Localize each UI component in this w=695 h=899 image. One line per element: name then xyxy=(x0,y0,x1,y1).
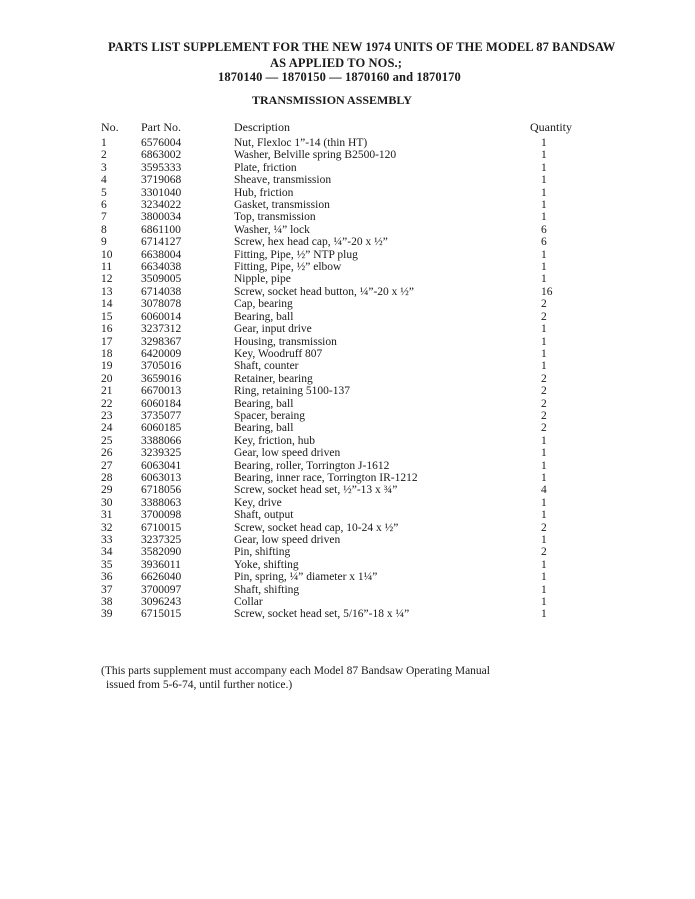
table-row xyxy=(0,249,695,261)
part-quantity: 2 xyxy=(541,310,547,323)
footer-note-line: issued from 5-6-74, until further notice.) xyxy=(106,678,293,691)
part-quantity: 2 xyxy=(541,521,547,534)
part-number: 3595333 xyxy=(141,161,182,174)
row-number: 13 xyxy=(101,285,113,298)
part-description: Fitting, Pipe, ½” NTP plug xyxy=(234,248,358,261)
part-description: Key, drive xyxy=(234,496,282,509)
row-number: 11 xyxy=(101,261,113,274)
part-description: Screw, hex head cap, ¼”-20 x ½” xyxy=(234,236,388,249)
part-description: Key, friction, hub xyxy=(234,434,316,447)
part-description: Bearing, ball xyxy=(234,310,294,323)
row-number: 2 xyxy=(101,149,107,162)
part-quantity: 1 xyxy=(541,571,547,584)
part-quantity: 1 xyxy=(541,509,547,522)
part-number: 3237312 xyxy=(141,323,182,336)
part-number: 3298367 xyxy=(141,335,182,348)
part-description: Plate, friction xyxy=(234,161,297,174)
table-row xyxy=(0,323,695,335)
section-title: TRANSMISSION ASSEMBLY xyxy=(252,93,412,107)
part-quantity: 2 xyxy=(541,397,547,410)
part-quantity: 4 xyxy=(541,484,547,497)
row-number: 28 xyxy=(101,471,113,484)
part-description: Shaft, counter xyxy=(234,360,299,373)
row-number: 34 xyxy=(101,546,113,559)
table-row xyxy=(0,460,695,472)
part-number: 3705016 xyxy=(141,360,182,373)
table-row xyxy=(0,608,695,620)
part-description: Shaft, shifting xyxy=(234,583,300,596)
row-number: 19 xyxy=(101,360,113,373)
table-row xyxy=(0,398,695,410)
table-row xyxy=(0,522,695,534)
row-number: 31 xyxy=(101,509,113,522)
column-header-no: No. xyxy=(101,120,119,134)
table-row xyxy=(0,360,695,372)
part-number: 3237325 xyxy=(141,534,182,546)
part-quantity: 1 xyxy=(541,335,547,348)
part-description: Pin, shifting xyxy=(234,546,291,559)
part-quantity: 1 xyxy=(541,186,547,199)
part-quantity: 2 xyxy=(541,298,547,311)
part-quantity: 2 xyxy=(541,409,547,422)
table-row xyxy=(0,298,695,310)
part-description: Spacer, beraing xyxy=(234,409,306,422)
part-description: Washer, ¼” lock xyxy=(234,223,310,236)
row-number: 24 xyxy=(101,422,113,435)
row-number: 15 xyxy=(101,310,113,323)
part-number: 6063041 xyxy=(141,459,182,472)
row-number: 39 xyxy=(101,608,113,621)
part-number: 6576004 xyxy=(141,137,182,149)
part-number: 3388063 xyxy=(141,496,182,509)
part-quantity: 1 xyxy=(541,434,547,447)
part-description: Yoke, shifting xyxy=(234,558,299,571)
part-quantity: 1 xyxy=(541,360,547,373)
part-description: Nipple, pipe xyxy=(234,273,291,286)
part-number: 3239325 xyxy=(141,447,182,460)
part-quantity: 1 xyxy=(541,273,547,286)
table-row xyxy=(0,273,695,285)
part-description: Gasket, transmission xyxy=(234,199,330,212)
row-number: 25 xyxy=(101,434,113,447)
table-row xyxy=(0,559,695,571)
table-row xyxy=(0,385,695,397)
part-number: 6861100 xyxy=(141,223,181,236)
part-description: Shaft, output xyxy=(234,509,294,522)
part-number: 3719068 xyxy=(141,174,182,187)
column-header-quantity: Quantity xyxy=(530,120,572,134)
table-row xyxy=(0,484,695,496)
part-quantity: 1 xyxy=(541,161,547,174)
table-row xyxy=(0,187,695,199)
table-row xyxy=(0,211,695,223)
column-header-part-no: Part No. xyxy=(141,120,181,134)
part-quantity: 1 xyxy=(541,323,547,336)
part-quantity: 1 xyxy=(541,137,547,149)
table-row xyxy=(0,261,695,273)
row-number: 20 xyxy=(101,372,113,385)
row-number: 22 xyxy=(101,397,113,410)
part-description: Bearing, ball xyxy=(234,397,294,410)
footer-note xyxy=(101,665,571,692)
table-row xyxy=(0,149,695,161)
column-header-description: Description xyxy=(234,120,290,134)
table-row xyxy=(0,199,695,211)
part-description: Retainer, bearing xyxy=(234,372,313,385)
part-number: 3659016 xyxy=(141,372,182,385)
part-number: 3078078 xyxy=(141,298,182,311)
part-description: Key, Woodruff 807 xyxy=(234,347,323,360)
part-quantity: 1 xyxy=(541,534,547,546)
table-row xyxy=(0,286,695,298)
part-description: Washer, Belville spring B2500-120 xyxy=(234,149,397,162)
row-number: 33 xyxy=(101,534,113,546)
row-number: 37 xyxy=(101,583,113,596)
row-number: 10 xyxy=(101,248,113,261)
part-quantity: 16 xyxy=(541,285,553,298)
row-number: 7 xyxy=(101,211,107,224)
table-row xyxy=(0,373,695,385)
table-row xyxy=(0,137,695,149)
part-quantity: 1 xyxy=(541,558,547,571)
part-number: 3735077 xyxy=(141,409,182,422)
part-quantity: 1 xyxy=(541,496,547,509)
row-number: 32 xyxy=(101,521,113,534)
part-description: Screw, socket head set, ½”-13 x ¾” xyxy=(234,484,398,497)
row-number: 27 xyxy=(101,459,113,472)
row-number: 18 xyxy=(101,347,113,360)
part-quantity: 1 xyxy=(541,199,547,212)
part-number: 3096243 xyxy=(141,596,182,609)
row-number: 9 xyxy=(101,236,107,249)
table-row xyxy=(0,336,695,348)
part-number: 3509005 xyxy=(141,273,182,286)
row-number: 23 xyxy=(101,409,113,422)
row-number: 30 xyxy=(101,496,113,509)
table-row xyxy=(0,497,695,509)
part-description: Screw, socket head cap, 10-24 x ½” xyxy=(234,521,399,534)
table-row xyxy=(0,509,695,521)
table-row xyxy=(0,571,695,583)
part-quantity: 2 xyxy=(541,372,547,385)
part-description: Pin, spring, ¼” diameter x 1¼” xyxy=(234,571,378,584)
table-row xyxy=(0,422,695,434)
part-number: 3582090 xyxy=(141,546,182,559)
part-description: Gear, low speed driven xyxy=(234,447,341,460)
table-row xyxy=(0,162,695,174)
part-quantity: 1 xyxy=(541,583,547,596)
part-description: Ring, retaining 5100-137 xyxy=(234,385,350,398)
part-description: Housing, transmission xyxy=(234,335,337,348)
row-number: 36 xyxy=(101,571,113,584)
document-title-serial-numbers: 1870140 — 1870150 — 1870160 and 1870170 xyxy=(218,70,461,84)
part-number: 6060185 xyxy=(141,422,182,435)
part-description: Screw, socket head set, 5/16”-18 x ¼” xyxy=(234,608,410,621)
part-number: 3301040 xyxy=(141,186,182,199)
part-quantity: 2 xyxy=(541,546,547,559)
part-number: 6634038 xyxy=(141,261,182,274)
part-description: Nut, Flexloc 1”-14 (thin HT) xyxy=(234,137,368,149)
table-row xyxy=(0,236,695,248)
part-quantity: 2 xyxy=(541,385,547,398)
row-number: 38 xyxy=(101,596,113,609)
part-description: Top, transmission xyxy=(234,211,316,224)
part-quantity: 6 xyxy=(541,223,547,236)
table-row xyxy=(0,584,695,596)
part-number: 3800034 xyxy=(141,211,182,224)
part-quantity: 1 xyxy=(541,347,547,360)
table-row xyxy=(0,224,695,236)
part-number: 3234022 xyxy=(141,199,182,212)
row-number: 29 xyxy=(101,484,113,497)
table-row xyxy=(0,534,695,546)
part-quantity: 6 xyxy=(541,236,547,249)
document-title-applied-to: AS APPLIED TO NOS.; xyxy=(270,56,403,70)
row-number: 12 xyxy=(101,273,113,286)
part-description: Hub, friction xyxy=(234,186,294,199)
part-number: 3388066 xyxy=(141,434,182,447)
part-quantity: 1 xyxy=(541,149,547,162)
part-number: 6638004 xyxy=(141,248,182,261)
part-number: 3700098 xyxy=(141,509,182,522)
table-row xyxy=(0,472,695,484)
table-row xyxy=(0,447,695,459)
part-number: 6863002 xyxy=(141,149,182,162)
part-description: Fitting, Pipe, ½” elbow xyxy=(234,261,342,274)
part-quantity: 2 xyxy=(541,422,547,435)
part-description: Cap, bearing xyxy=(234,298,293,311)
part-number: 3700097 xyxy=(141,583,182,596)
part-number: 6420009 xyxy=(141,347,182,360)
row-number: 17 xyxy=(101,335,113,348)
part-number: 6714038 xyxy=(141,285,182,298)
row-number: 35 xyxy=(101,558,113,571)
part-number: 6060014 xyxy=(141,310,182,323)
table-row xyxy=(0,174,695,186)
part-description: Bearing, ball xyxy=(234,422,294,435)
part-number: 3936011 xyxy=(141,558,181,571)
part-description: Gear, input drive xyxy=(234,323,312,336)
row-number: 8 xyxy=(101,223,107,236)
part-quantity: 1 xyxy=(541,261,547,274)
table-row xyxy=(0,410,695,422)
part-description: Bearing, roller, Torrington J-1612 xyxy=(234,459,390,472)
document-title: PARTS LIST SUPPLEMENT FOR THE NEW 1974 UNITS OF THE MODEL 87 BANDSAW xyxy=(108,40,616,54)
part-number: 6063013 xyxy=(141,471,182,484)
part-description: Screw, socket head button, ¼”-20 x ½” xyxy=(234,285,415,298)
part-number: 6715015 xyxy=(141,608,182,621)
row-number: 14 xyxy=(101,298,113,311)
row-number: 21 xyxy=(101,385,113,398)
part-quantity: 1 xyxy=(541,608,547,621)
row-number: 4 xyxy=(101,174,107,187)
part-number: 6718056 xyxy=(141,484,182,497)
part-quantity: 1 xyxy=(541,211,547,224)
part-quantity: 1 xyxy=(541,596,547,609)
footer-note-line: (This parts supplement must accompany each Model 87 Bandsaw Operating Manual xyxy=(101,665,490,677)
part-number: 6670013 xyxy=(141,385,182,398)
part-quantity: 1 xyxy=(541,248,547,261)
part-quantity: 1 xyxy=(541,459,547,472)
row-number: 1 xyxy=(101,137,107,149)
part-description: Collar xyxy=(234,596,263,609)
part-number: 6710015 xyxy=(141,521,182,534)
part-quantity: 1 xyxy=(541,471,547,484)
table-row xyxy=(0,311,695,323)
part-quantity: 1 xyxy=(541,174,547,187)
part-description: Gear, low speed driven xyxy=(234,534,341,546)
row-number: 26 xyxy=(101,447,113,460)
parts-table xyxy=(0,137,695,621)
table-row xyxy=(0,546,695,558)
part-number: 6626040 xyxy=(141,571,182,584)
row-number: 3 xyxy=(101,161,107,174)
table-row xyxy=(0,435,695,447)
table-row xyxy=(0,596,695,608)
part-description: Bearing, inner race, Torrington IR-1212 xyxy=(234,471,418,484)
part-description: Sheave, transmission xyxy=(234,174,332,187)
row-number: 6 xyxy=(101,199,107,212)
row-number: 16 xyxy=(101,323,113,336)
part-quantity: 1 xyxy=(541,447,547,460)
table-row xyxy=(0,348,695,360)
part-number: 6060184 xyxy=(141,397,182,410)
row-number: 5 xyxy=(101,186,107,199)
part-number: 6714127 xyxy=(141,236,182,249)
